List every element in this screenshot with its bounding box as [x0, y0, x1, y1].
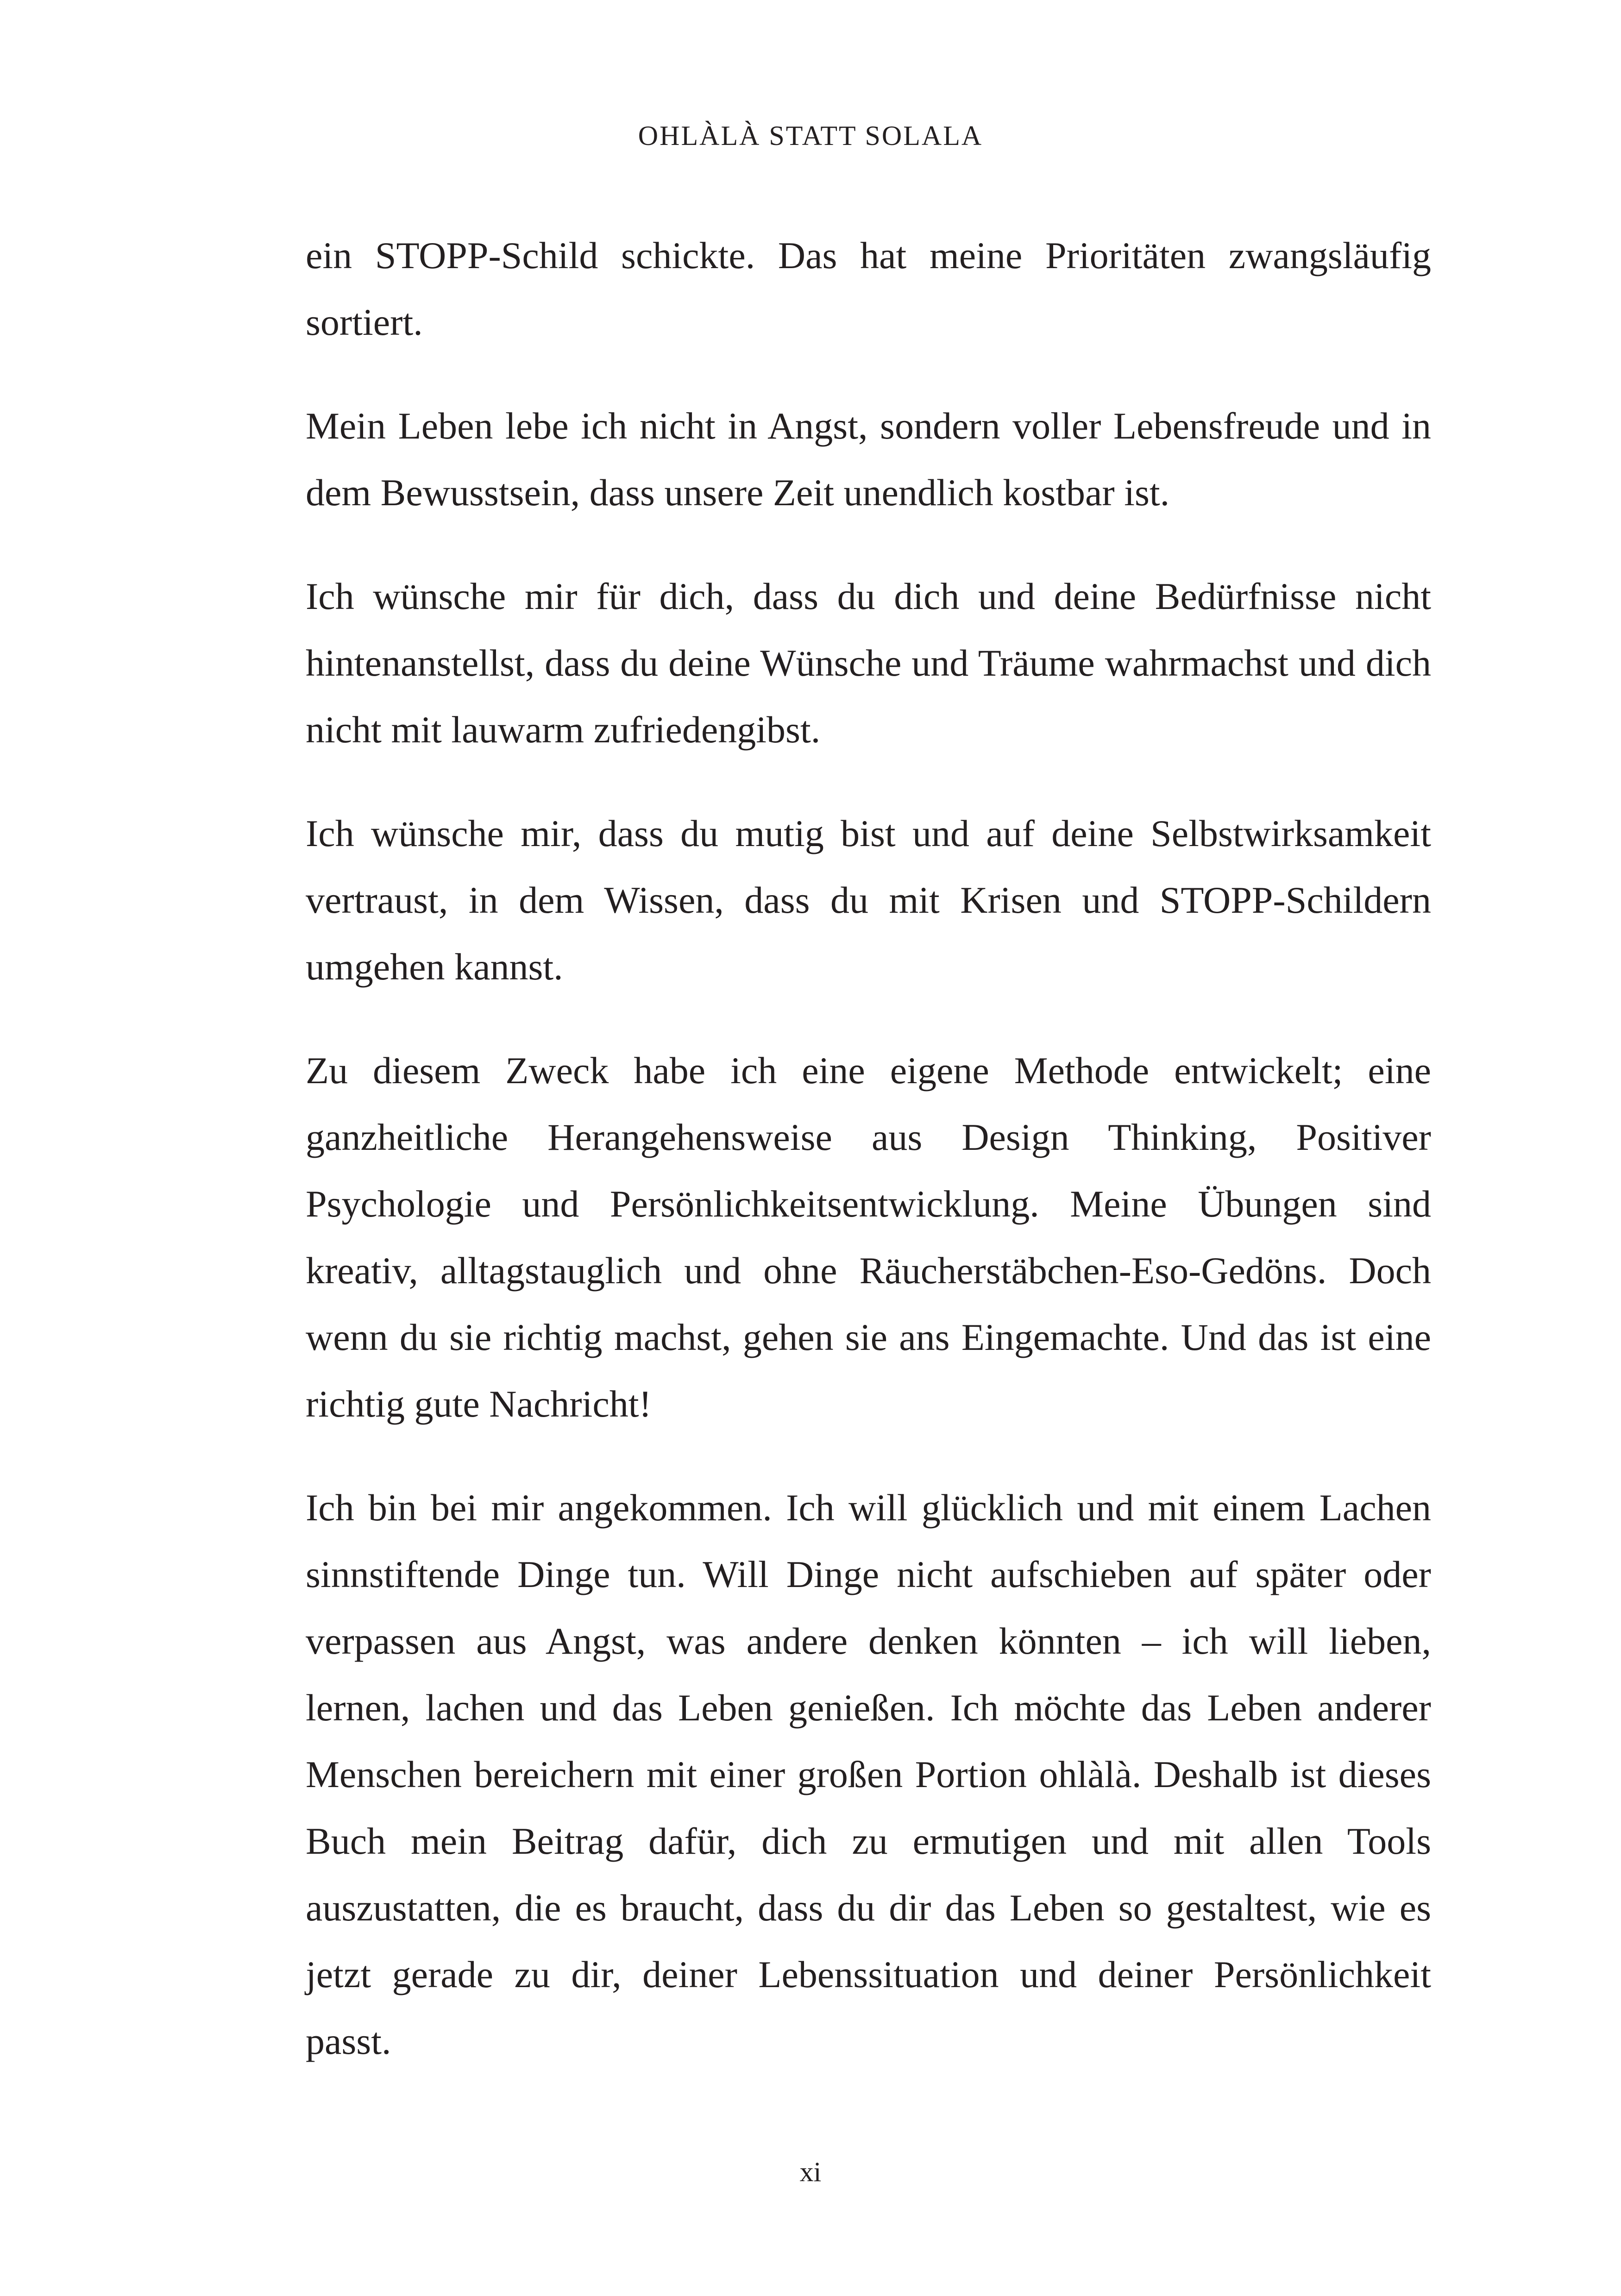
paragraph: Zu diesem Zweck habe ich eine eigene Methode entwickelt; eine ganzheitliche Herangehensweise aus Design Thinking, Positiver Psychologie und Persönlichkeitsentwicklung. Meine Übungen sind kreativ, alltagstauglich und ohne Räucherstäbchen-Eso-Gedöns. Doch wenn du sie richtig machst, gehen sie ans Eingemachte. Und das ist eine richtig gute Nachricht!: [306, 1049, 1431, 1425]
running-header: OHLÀLÀ STATT SOLALA: [638, 120, 983, 151]
paragraph: Ich wünsche mir für dich, dass du dich und deine Bedürfnisse nicht hintenanstellst, dass du deine Wünsche und Träume wahrmachst und dich nicht mit lauwarm zufriedengibst.: [306, 575, 1431, 751]
body-text: [306, 222, 1431, 2075]
paragraph: ein STOPP-Schild schickte. Das hat meine Prioritäten zwangsläufig sortiert.: [306, 234, 1431, 343]
paragraph: Ich wünsche mir, dass du mutig bist und auf deine Selbstwirksamkeit vertraust, in dem Wissen, dass du mit Krisen und STOPP-Schildern umgehen kannst.: [306, 812, 1431, 988]
paragraph: Mein Leben lebe ich nicht in Angst, sondern voller Lebensfreude und in dem Bewusstsein, dass unsere Zeit unendlich kostbar ist.: [306, 405, 1431, 514]
paragraph: Ich bin bei mir angekommen. Ich will glücklich und mit einem Lachen sinnstiftende Dinge tun. Will Dinge nicht aufschieben auf später oder verpassen aus Angst, was andere denken könnten – ich will lieben, lernen, lachen und das Leben genießen. Ich möchte das Leben anderer Menschen bereichern mit einer großen Portion ohlàlà. Deshalb ist dieses Buch mein Beitrag dafür, dich zu ermutigen und mit allen Tools auszustatten, die es braucht, dass du dir das Leben so gestaltest, wie es jetzt gerade zu dir, deiner Lebenssituation und deiner Persönlichkeit passt.: [306, 1487, 1431, 2062]
page-number: xi: [799, 2157, 822, 2187]
